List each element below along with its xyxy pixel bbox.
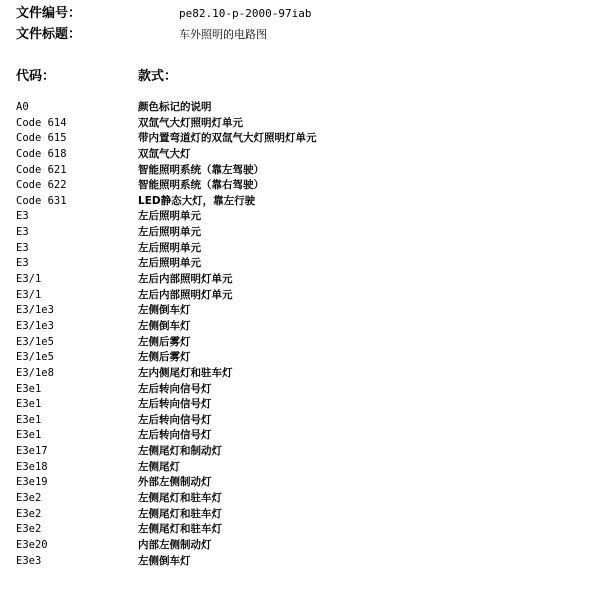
list-item [16, 272, 596, 288]
item-description: 双氙气大灯 [138, 147, 191, 160]
item-description: 左后转向信号灯 [138, 382, 212, 395]
item-description: 左侧后雾灯 [138, 335, 191, 348]
list-item [16, 209, 596, 225]
item-description: 左后内部照明灯单元 [138, 288, 233, 301]
item-code: E3e2 [16, 492, 42, 505]
item-description: 左后转向信号灯 [138, 429, 212, 442]
item-description: 左侧尾灯和制动灯 [138, 445, 222, 458]
item-description: 左侧尾灯和驻车灯 [138, 507, 222, 520]
item-description: 左侧尾灯和驻车灯 [138, 523, 222, 536]
item-code: E3/1 [16, 273, 42, 286]
item-code: E3e19 [16, 476, 48, 489]
item-description: 左后转向信号灯 [138, 398, 212, 411]
file-number-row [16, 6, 596, 22]
list-item [16, 554, 596, 570]
item-description: 智能照明系统（靠左驾驶） [138, 163, 264, 176]
item-code: Code 631 [16, 194, 67, 207]
item-description: LED静态大灯，靠左行驶 [138, 194, 256, 207]
item-code: E3/1e5 [16, 351, 54, 364]
file-title-row [16, 27, 596, 43]
item-code: E3e1 [16, 413, 42, 426]
list-item [16, 116, 596, 132]
item-code: E3e1 [16, 382, 42, 395]
list-item [16, 491, 596, 507]
item-code: E3/1e5 [16, 335, 54, 348]
item-description: 左后转向信号灯 [138, 413, 212, 426]
item-code: Code 622 [16, 179, 67, 192]
list-item [16, 460, 596, 476]
file-number-label: 文件编号： [16, 6, 82, 21]
list-item [16, 366, 596, 382]
list-item [16, 178, 596, 194]
item-code: E3e1 [16, 398, 42, 411]
list-item [16, 241, 596, 257]
item-code: E3e2 [16, 523, 42, 536]
item-code: E3e17 [16, 445, 48, 458]
item-code: Code 621 [16, 163, 67, 176]
item-code: E3e3 [16, 554, 42, 567]
list-item [16, 288, 596, 304]
item-description: 智能照明系统（靠右驾驶） [138, 179, 264, 192]
item-description: 左内侧尾灯和驻车灯 [138, 366, 233, 379]
file-number-value: pe82.10-p-2000-97iab [179, 7, 312, 20]
list-item [16, 382, 596, 398]
list-item [16, 256, 596, 272]
list-item [16, 522, 596, 538]
list-item [16, 428, 596, 444]
item-description: 左侧倒车灯 [138, 554, 191, 567]
item-code: Code 615 [16, 132, 67, 145]
list-item [16, 319, 596, 335]
item-code: E3e20 [16, 538, 48, 551]
item-description: 左后照明单元 [138, 257, 201, 270]
item-description: 左侧倒车灯 [138, 304, 191, 317]
list-item [16, 303, 596, 319]
item-code: E3/1e8 [16, 366, 54, 379]
list-item [16, 444, 596, 460]
item-description: 左后照明单元 [138, 226, 201, 239]
item-code: E3e1 [16, 429, 42, 442]
item-code: Code 614 [16, 116, 67, 129]
list-item [16, 413, 596, 429]
code-list [16, 100, 596, 605]
item-description: 双氙气大灯照明灯单元 [138, 116, 243, 129]
file-title-label: 文件标题： [16, 27, 82, 42]
item-code: Code 618 [16, 147, 67, 160]
list-item [16, 163, 596, 179]
list-item [16, 225, 596, 241]
item-description: 颜色标记的说明 [138, 101, 212, 113]
list-item [16, 397, 596, 413]
list-item [16, 538, 596, 554]
code-column-header: 代码： [16, 69, 56, 84]
item-description: 左侧尾灯 [138, 460, 180, 473]
item-code: E3 [16, 257, 29, 270]
item-description: 左侧尾灯和驻车灯 [138, 492, 222, 505]
list-item [16, 475, 596, 491]
list-item [16, 131, 596, 147]
item-description: 带内置弯道灯的双氙气大灯照明灯单元 [138, 132, 317, 145]
description-column-header: 款式： [138, 69, 178, 84]
list-item [16, 335, 596, 351]
list-item [16, 100, 596, 116]
file-title-value: 车外照明的电路图 [179, 28, 267, 41]
item-code: E3 [16, 210, 29, 223]
list-item [16, 147, 596, 163]
list-item [16, 350, 596, 366]
item-code: E3 [16, 241, 29, 254]
item-description: 外部左侧制动灯 [138, 476, 212, 489]
item-code: A0 [16, 101, 29, 113]
item-description: 左侧倒车灯 [138, 319, 191, 332]
item-description: 内部左侧制动灯 [138, 538, 212, 551]
item-code: E3/1e3 [16, 319, 54, 332]
item-code: E3/1 [16, 288, 42, 301]
item-code: E3/1e3 [16, 304, 54, 317]
list-item [16, 194, 596, 210]
item-code: E3e18 [16, 460, 48, 473]
item-description: 左后照明单元 [138, 210, 201, 223]
list-item [16, 507, 596, 523]
item-description: 左后内部照明灯单元 [138, 273, 233, 286]
item-code: E3 [16, 226, 29, 239]
item-code: E3e2 [16, 507, 42, 520]
item-description: 左后照明单元 [138, 241, 201, 254]
item-description: 左侧后雾灯 [138, 351, 191, 364]
